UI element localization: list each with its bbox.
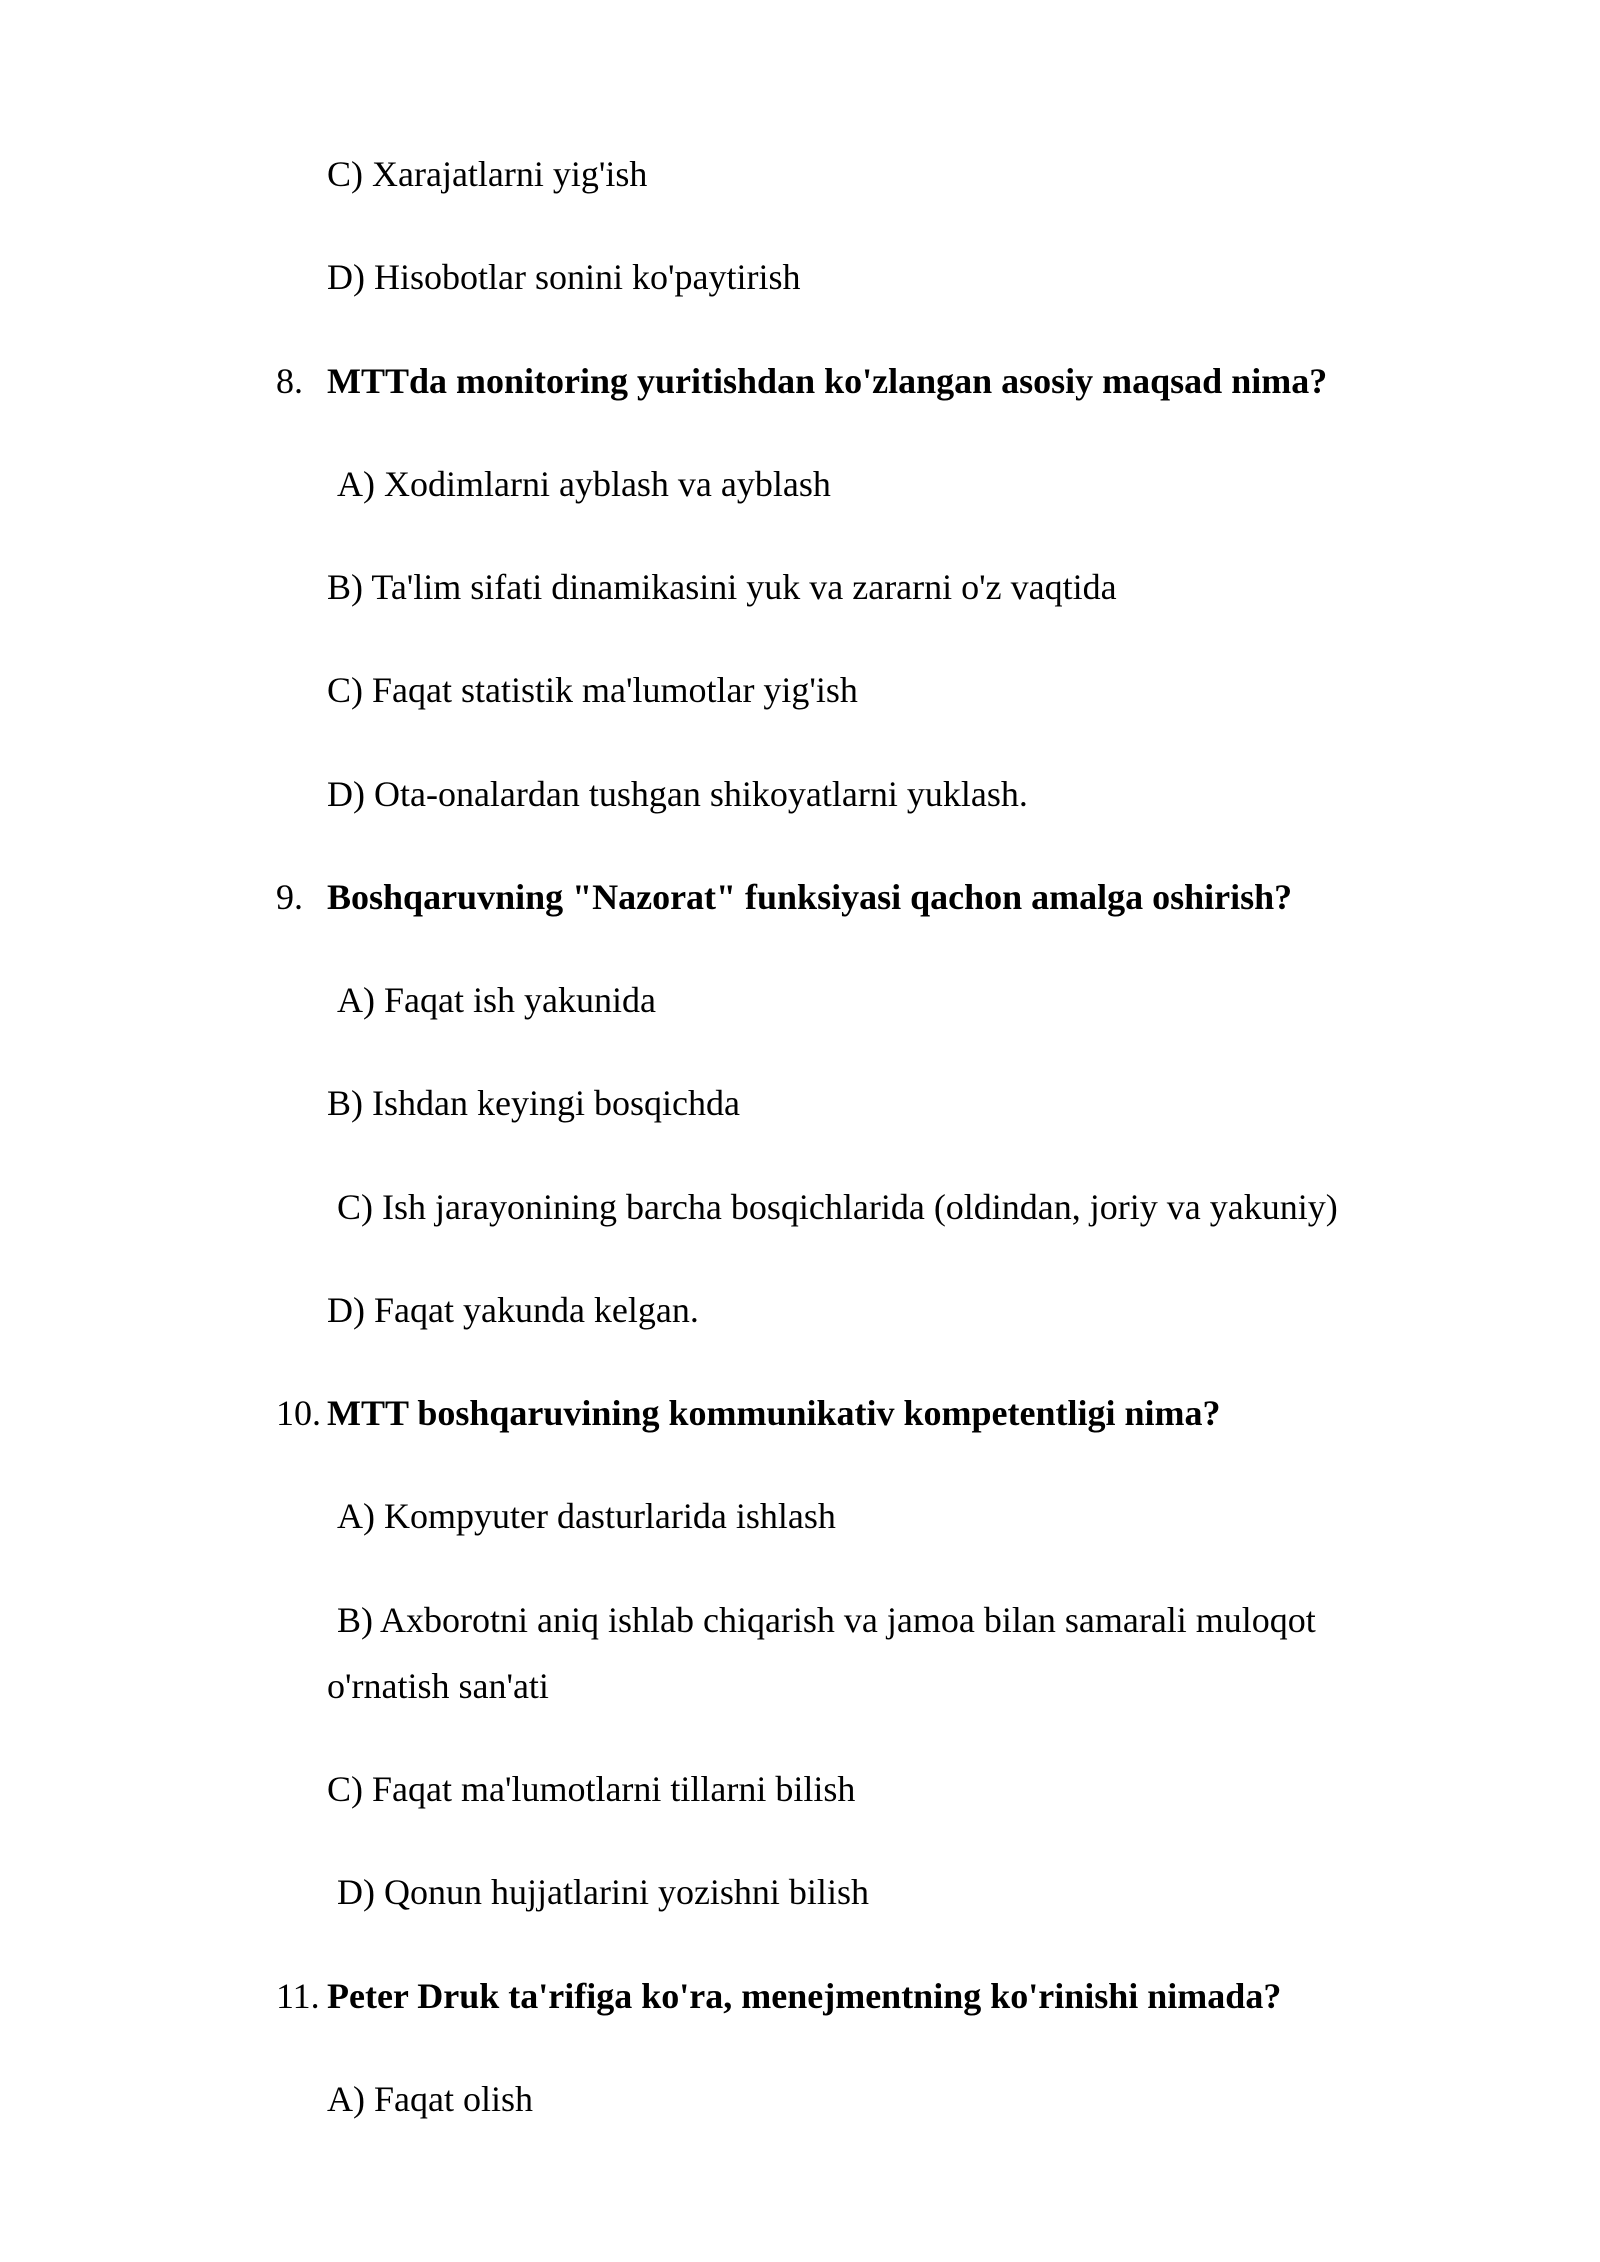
q10-option-b: B) Axborotni aniq ishlab chiqarish va jamoa bilan samarali muloqot xyxy=(337,1600,1316,1640)
q10-number: 10. xyxy=(276,1393,321,1433)
q10-option-d: D) Qonun hujjatlarini yozishni bilish xyxy=(337,1872,869,1912)
q9-number: 9. xyxy=(276,877,303,917)
q10-option-a: A) Kompyuter dasturlarida ishlash xyxy=(337,1496,836,1536)
q9-option-a: A) Faqat ish yakunida xyxy=(337,980,656,1020)
q10-option-c: C) Faqat ma'lumotlarni tillarni bilish xyxy=(327,1769,856,1809)
q11-option-a: A) Faqat olish xyxy=(327,2079,533,2119)
q10-text: MTT boshqaruvining kommunikativ kompetentligi nima? xyxy=(327,1393,1221,1433)
q8-option-a: A) Xodimlarni ayblash va ayblash xyxy=(337,464,831,504)
q9-text: Boshqaruvning "Nazorat" funksiyasi qachon amalga oshirish? xyxy=(327,877,1293,917)
q8-option-d: D) Ota-onalardan tushgan shikoyatlarni yuklash. xyxy=(327,774,1028,814)
q8-number: 8. xyxy=(276,361,303,401)
q9-option-b: B) Ishdan keyingi bosqichda xyxy=(327,1083,740,1123)
q7-option-c: C) Xarajatlarni yig'ish xyxy=(327,154,648,194)
q9-option-d: D) Faqat yakunda kelgan. xyxy=(327,1290,699,1330)
q11-number: 11. xyxy=(276,1976,320,2016)
q8-option-b: B) Ta'lim sifati dinamikasini yuk va zararni o'z vaqtida xyxy=(327,567,1117,607)
q8-text: MTTda monitoring yuritishdan ko'zlangan asosiy maqsad nima? xyxy=(327,361,1328,401)
q9-option-c: C) Ish jarayonining barcha bosqichlarida (oldindan, joriy va yakuniy) xyxy=(337,1187,1338,1227)
q7-option-d: D) Hisobotlar sonini ko'paytirish xyxy=(327,257,801,297)
q10-option-b-continued: o'rnatish san'ati xyxy=(327,1666,549,1706)
q11-text: Peter Druk ta'rifiga ko'ra, menejmentning ko'rinishi nimada? xyxy=(327,1976,1282,2016)
q8-option-c: C) Faqat statistik ma'lumotlar yig'ish xyxy=(327,670,858,710)
